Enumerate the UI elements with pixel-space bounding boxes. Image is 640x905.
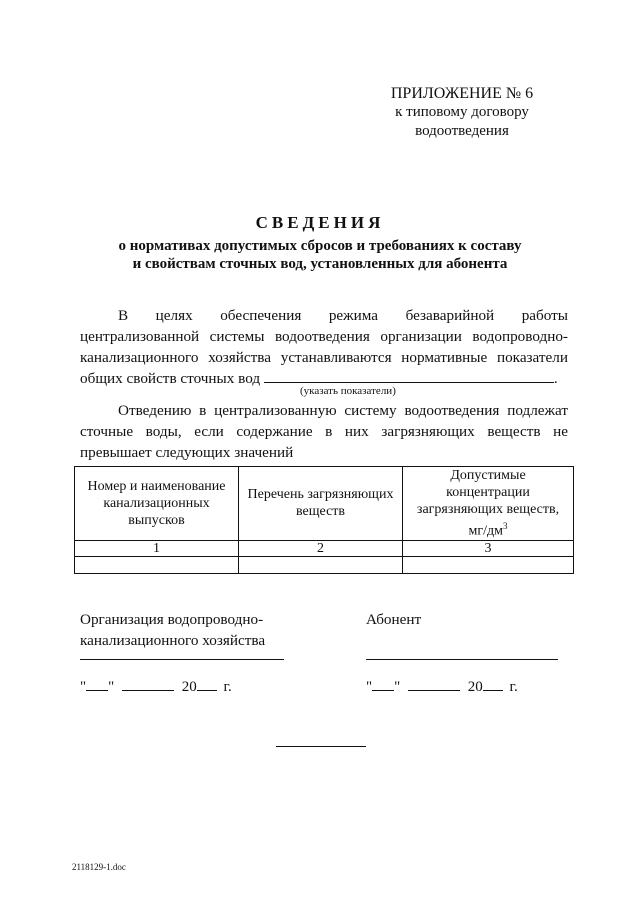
date-quote-open: " [80,679,87,695]
date-year-prefix: 20 [181,679,197,695]
document-title: СВЕДЕНИЯ [255,213,385,232]
table-header-row [75,467,574,541]
paragraph-1-line4-text: общих свойств сточных вод [80,370,261,387]
appendix-line2: к типовому договору [395,104,529,120]
appendix-line3: водоотведения [415,123,509,139]
file-name-footer: 2118129-1.doc [72,862,126,872]
appendix-header [382,84,542,141]
subscriber-signature-line[interactable] [366,659,558,660]
org-label-line2: канализационного хозяйства [80,632,266,649]
indicators-blank-line[interactable] [264,368,554,383]
paragraph-2 [80,400,568,463]
date-year-prefix: 20 [467,679,483,695]
date-day-blank[interactable] [86,678,108,691]
subscriber-signature-label: Абонент [366,611,422,628]
org-date-field [80,678,232,696]
col2-number: 2 [239,540,403,556]
date-year-blank[interactable] [483,678,503,691]
appendix-number: ПРИЛОЖЕНИЕ № 6 [390,85,534,102]
table-cell-empty[interactable] [239,556,403,573]
subscriber-date-field [366,678,518,696]
paragraph-1 [80,305,568,389]
end-separator-line [276,746,366,747]
col3-header-text: Допустимые концентрации загрязняющих веществ, мг/дм [416,468,560,539]
date-quote-close: " [394,679,401,695]
paragraph-1-period: . [553,370,558,387]
col1-header: Номер и наименование канализационных выпусков [75,467,239,541]
org-signature-line[interactable] [80,659,284,660]
date-quote-open: " [366,679,373,695]
paragraph-1-line1: В целях обеспечения режима безаварийной работы [118,307,568,324]
paragraph-1-line3: канализационного хозяйства устанавливаются нормативные показатели [80,349,568,366]
indicators-hint: (указать показатели) [300,385,396,397]
paragraph-2-line1: Отведению в централизованную систему водоотведения подлежат [118,402,568,419]
col3-number: 3 [403,540,574,556]
paragraph-1-line2: централизованной системы водоотведения организации водопроводно- [80,328,568,345]
date-year-blank[interactable] [197,678,217,691]
document-subtitle [60,237,580,273]
table-cell-empty[interactable] [75,556,239,573]
paragraph-2-line3: превышает следующих значений [80,444,294,461]
norms-table [74,466,574,574]
table-cell-empty[interactable] [403,556,574,573]
table-number-row [75,540,574,556]
date-day-blank[interactable] [372,678,394,691]
col3-header-superscript: 3 [502,521,508,531]
col3-header [403,467,574,541]
subtitle-line1: о нормативах допустимых сбросов и требованиях к составу [118,238,522,254]
col2-header: Перечень загрязняющих веществ [239,467,403,541]
date-month-blank[interactable] [122,678,174,691]
date-quote-close: " [108,679,115,695]
col1-number: 1 [75,540,239,556]
org-label-line1: Организация водопроводно- [80,611,264,628]
table-row [75,556,574,573]
date-month-blank[interactable] [408,678,460,691]
date-suffix: г. [509,679,518,695]
subtitle-line2: и свойствам сточных вод, установленных для абонента [132,256,508,272]
paragraph-2-line2: сточные воды, если содержание в них загрязняющих веществ не [80,423,568,440]
org-signature-label [80,609,265,651]
date-suffix: г. [223,679,232,695]
